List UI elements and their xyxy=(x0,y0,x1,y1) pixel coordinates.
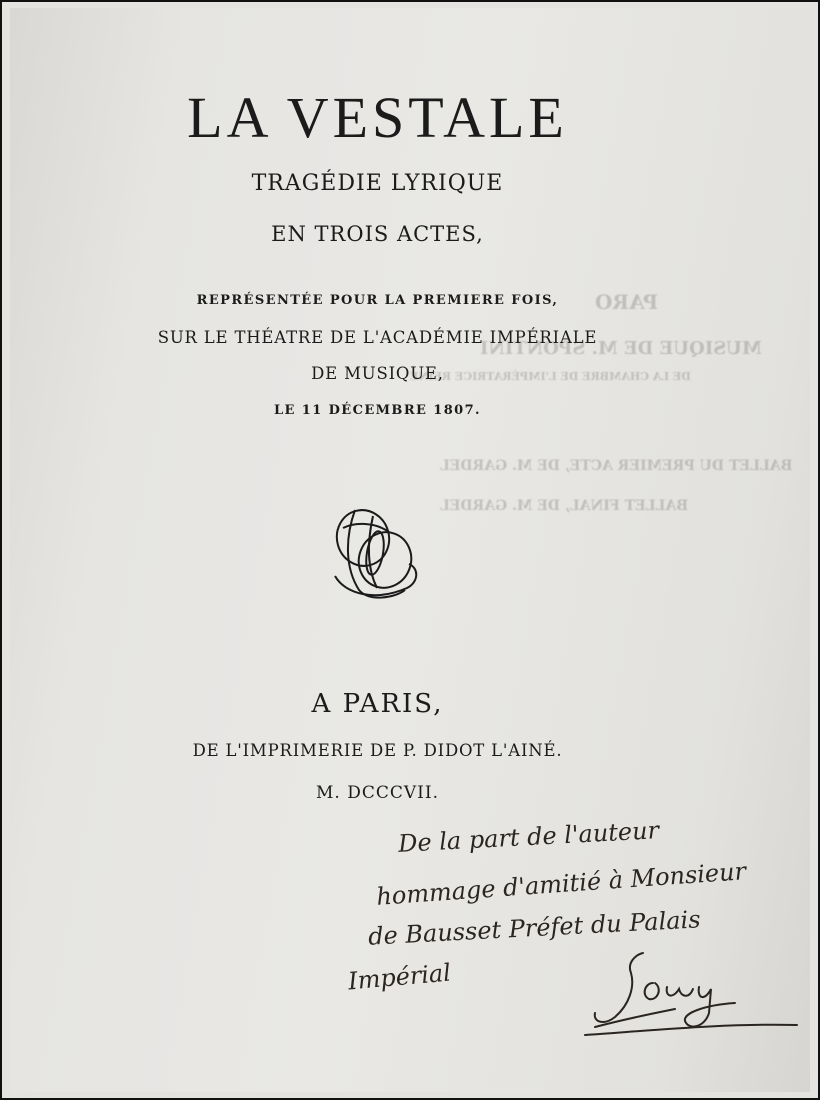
inscription-line-4: Impérial xyxy=(346,958,452,996)
show-through-text: PARO xyxy=(595,290,659,314)
title-page xyxy=(10,8,810,1092)
performance-date: LE 11 DÉCEMBRE 1807. xyxy=(274,403,481,418)
show-through-text: MUSIQUE DE M. SPONTINI xyxy=(480,338,762,359)
handwritten-signature xyxy=(565,943,805,1043)
performance-line-2: SUR LE THÉATRE DE L'ACADÉMIE IMPÉRIALE xyxy=(157,328,598,347)
show-through-text: BALLET FINAL, DE M. GARDEL xyxy=(440,498,689,514)
performance-line-1: REPRÉSENTÉE POUR LA PREMIERE FOIS, xyxy=(196,293,559,308)
show-through-text: DE LA CHAMBRE DE L'IMPÉRATRICE REINE xyxy=(410,370,691,383)
subtitle-acts: EN TROIS ACTES, xyxy=(271,222,484,246)
imprint-printer: DE L'IMPRIMERIE DE P. DIDOT L'AINÉ. xyxy=(192,741,563,760)
inscription-line-3: de Bausset Préfet du Palais xyxy=(367,905,702,951)
imprint-year: M. DCCCVII. xyxy=(316,783,439,803)
inscription-line-2: hommage d'amitié à Monsieur xyxy=(375,857,747,911)
page-title: LA VESTALE xyxy=(187,85,568,150)
performance-line-3: DE MUSIQUE, xyxy=(311,364,444,383)
imprint-city: A PARIS, xyxy=(311,689,444,719)
subtitle-genre: TRAGÉDIE LYRIQUE xyxy=(251,171,504,196)
inscription-line-1: De la part de l'auteur xyxy=(397,816,660,858)
monogram-ornament xyxy=(315,498,435,608)
show-through-text: BALLET DU PREMIER ACTE, DE M. GARDEL xyxy=(440,458,793,474)
